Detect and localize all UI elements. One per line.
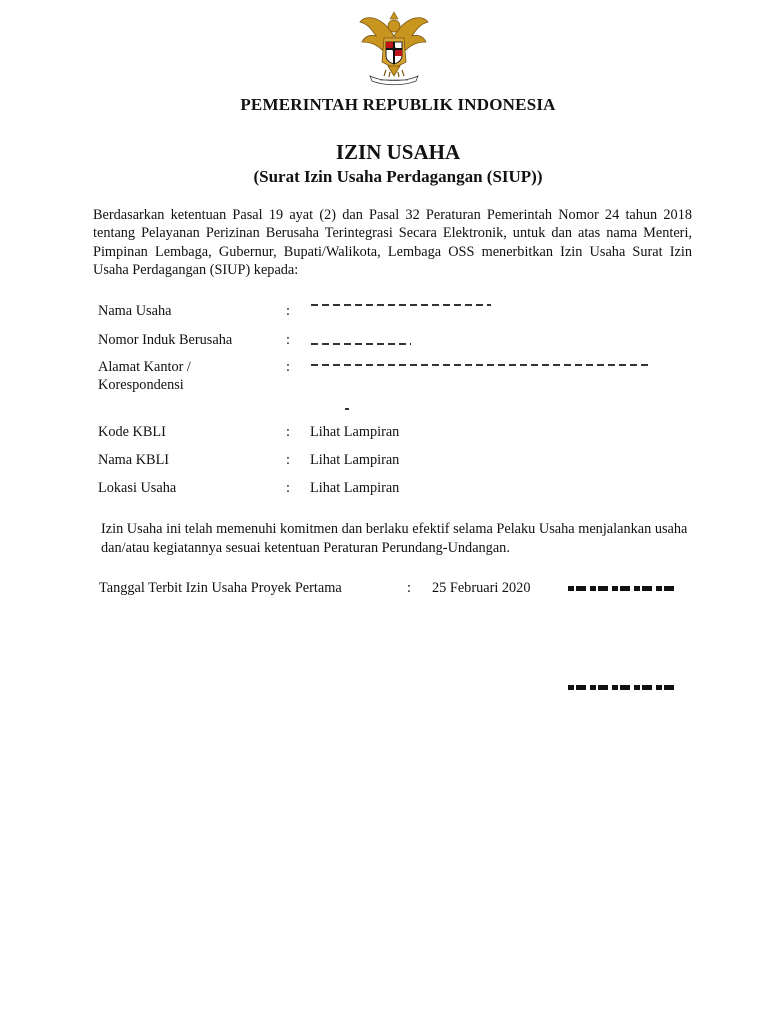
closing-paragraph: Izin Usaha ini telah memenuhi komitmen dan berlaku efektif selama Pelaku Usaha menjalankan usaha dan/atau kegiatannya sesuai ketentuan Peraturan Perundang-Undangan. [101,521,688,556]
nib-redacted [311,343,411,345]
government-heading: PEMERINTAH REPUBLIK INDONESIA [240,95,556,114]
nama-usaha-redacted [311,304,491,306]
intro-paragraph: Berdasarkan ketentuan Pasal 19 ayat (2) dan Pasal 32 Peraturan Pemerintah Nomor 24 tahun 2018 tentang Pelayanan Perizinan Berusaha Terintegrasi Secara Elektronik, untuk dan atas nama Menteri, Pimpinan Lembaga, Gubernur, Bupati/Walikota, Lembaga OSS menerbitkan Izin Usaha Surat Izin Usaha Perdagangan (SIUP) kepada: [93,207,692,278]
issue-date-value: 25 Februari 2020 [432,580,531,596]
issue-date-colon: : [407,580,411,596]
kode-kbli-colon: : [286,424,290,440]
nama-usaha-label: Nama Usaha [98,303,172,319]
garuda-emblem-icon [354,6,434,86]
alamat-label-line1: Alamat Kantor / [98,359,191,375]
lokasi-usaha-colon: : [286,480,290,496]
document-subtitle: (Surat Izin Usaha Perdagangan (SIUP)) [253,167,543,186]
nama-kbli-label: Nama KBLI [98,452,170,468]
nama-kbli-colon: : [286,452,290,468]
document-title: IZIN USAHA [335,140,461,164]
redacted-block-top [568,586,678,591]
redacted-block-bottom [568,685,678,690]
nama-kbli-value: Lihat Lampiran [310,452,400,468]
nib-label: Nomor Induk Berusaha [98,332,233,348]
alamat-redacted [311,364,649,366]
nama-usaha-colon: : [286,303,290,319]
nib-colon: : [286,332,290,348]
issue-date-label: Tanggal Terbit Izin Usaha Proyek Pertama [99,580,342,596]
lokasi-usaha-value: Lihat Lampiran [310,480,400,496]
kode-kbli-value: Lihat Lampiran [310,424,400,440]
alamat-label-line2: Korespondensi [98,377,184,393]
alamat-redacted-2 [345,408,349,410]
alamat-colon: : [286,359,290,375]
kode-kbli-label: Kode KBLI [98,424,166,440]
lokasi-usaha-label: Lokasi Usaha [98,480,177,496]
